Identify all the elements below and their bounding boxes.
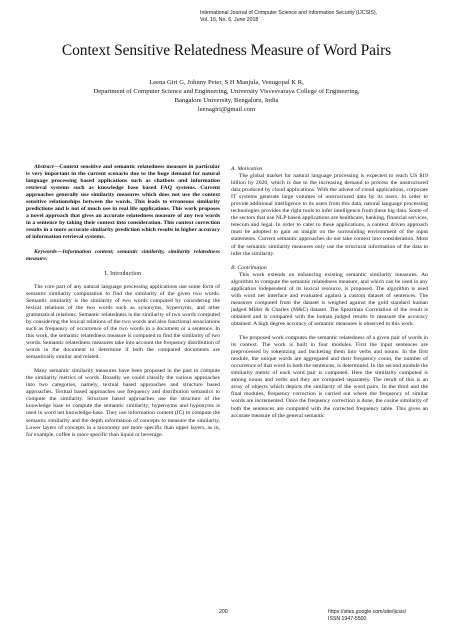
section-heading-introduction: I. Introduction [104,270,142,277]
page-number: 200 [219,609,228,615]
contribution-paragraph-1: This work extends on enhancing existing semantic similarity measures. An algorithm to compute the semantic relatedness measure, and which can be used in any application independent of its lexical resource, is proposed. The algorithm is used with word net interface and evaluated against a custom dataset of sentences. The measures computed from the dataset is weighed against the gold standard human judged Miller & Charles (M&C) dataset. The Spearman Correlation of the result is obtained and is compared with the human judged results to measure the accuracy obtained. A high degree accuracy of semantic measures is observed in this work. [231,271,428,327]
subsection-heading-contribution: B. Contribution [231,264,267,271]
journal-issue: Vol. 16, No. 6, June 2018 [200,16,259,23]
abstract [26,164,220,242]
journal-name: International Journal of Computer Science and Information Security (IJCSIS), [200,10,378,16]
author-names: Leena Giri G, Johnny Peter, S H Manjula, Venugopal K R, [149,79,304,86]
motivation-paragraph: The global market for natural language processing is expected to reach US $19 billion by 2020, which is due to the increasing demand to process the unstructured data produced by cloud applications. With the advent of cloud applications, corporate IT systems generate large volumes of unstructured data by its users. In order to provide additional intelligence to its users from this data, natural language processing technologies provides the right tools to infer intelligence from these big data. Some of the sectors that use NLP based applications are healthcare, banking, financial services, telecom and legal. In order to cater to these applications, a context driven approach must be adopted to gain an insight on the surrounding environment of the input statements. Current semantic approaches do not take context into consideration. Most of the semantic similarity measures only use the structural information of the data to infer the similarity. [231,173,428,257]
right-column [231,166,428,420]
introduction-paragraph-2: Many semantic similarity measures have been proposed in the past to compute the similarity metrics of words. Broadly we could classify the various approaches into two categories, namely, textual based approaches and structure based approaches. Textual based approaches use frequency and distribution semantics to compute the similarity. Structure based approaches use the structure of the knowledge base to compute the semantic similarity; hypernyms and hyponyms is used in word net knowledge-base. They use information content (IC) to compute the semantic similarity and the depth information of concepts to measure the similarity. Lower layers of concepts in a taxonomy are more specific than upper layers, as in, for example, coffee is more specific than liquid or beverage. [26,368,220,438]
abstract-text: —Context sensitive and semantic relatedness measure in particular is very important in the current scenario due to the huge demand for natural language processing based applications such as chatbots and information retrieval systems such as knowledge base based FAQ systems. Current approaches generally use similarity measures which does not use the context sensitive relationships between the words. This leads to erroneous similarity predictions and is not of much use in real life applications. This work proposes a novel approach that gives an accurate relatedness measure of any two words in a sentence by taking their context into consideration. This context correction results in a more accurate similarity prediction which results in higher accuracy of information retrieval systems. [26,164,220,241]
author-email: leenagiri@gmail.com [197,106,256,113]
author-block [0,78,453,114]
abstract-label: Abstract [34,164,54,170]
introduction-paragraph-1: The core part of any natural language processing applications use some form of semantic similarity computation to find the similarity of the given two words. Semantic similarity is the similarity of two words computed by considering the lexical relations of the two words such as synonyms, hypernyms, and other grammatical relations. Semantic relatedness is the similarity of two words computed by considering the lexical relations of the two words and also functional associations such as frequency of occurrence of the two words in a document or a sentence. In this work, the semantic relatedness measure is computed to find the similarity of two words. Semantic relatedness measures take into account the frequency distribution of words in the document to determine if both the compared documents are semantically similar and related. [26,283,220,361]
author-affiliation: Department of Computer Science and Engineering, University Visvesvaraya College of Engineering, [93,88,360,95]
footer-issn: ISSN 1947-5500 [328,615,367,622]
author-location: Bangalore University, Bengaluru, India [174,97,279,104]
keywords-label: Keywords [34,248,57,255]
keywords [26,249,220,263]
keywords-text: —Information content; semantic similarity, similarity relatedness measure; [26,248,220,262]
left-column [26,164,220,439]
paper-title: Context Sensitive Relatedness Measure of Word Pairs [61,42,392,59]
footer-url: https://sites.google.com/site/ijcsis/ [328,609,407,615]
footer-info [328,609,438,622]
subsection-heading-motivation: A. Motivation [231,166,263,172]
contribution-paragraph-2: The proposed work computes the semantic relatedness of a given pair of words in its context. The work is built in four modules. First the input sentences are preprocessed by tokenizing and bucketing them into verbs and nouns. In the first module, the unique words are aggregated and their frequency count, the number of occurrence of that word in both the sentences, is determined. In the second module the similarity metric of each word pair is computed. Here the similarity computed is among nouns and verbs and they are computed separately. The result of this is an array of objects which depicts the similarity of the word pairs. In the third and the final modules, frequency correction is carried out where the frequency of similar words are incremented. Once the frequency correction is done, the cosine similarity of both the sentences are computed with the corrected frequency table. This gives an accurate measure of the general semantic [231,335,428,419]
journal-header [200,10,440,23]
